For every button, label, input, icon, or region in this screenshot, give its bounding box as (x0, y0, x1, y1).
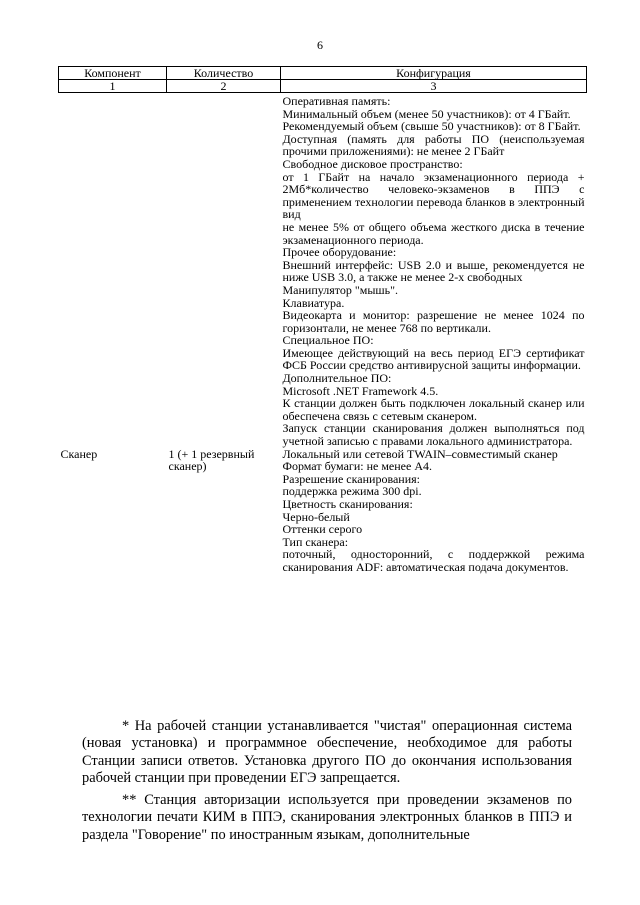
config-line: Внешний интерфейс: USB 2.0 и выше, рекомендуется не ниже USB 3.0, а также не менее 2-х свободных (282, 257, 585, 285)
config-line: Прочее оборудование: (282, 245, 397, 260)
config-line: Минимальный объем (менее 50 участников): от 4 ГБайт. (282, 106, 571, 121)
configuration-cell (281, 448, 587, 574)
config-line: Манипулятор "мышь". (282, 282, 398, 297)
config-line: поддержка режима 300 dpi. (282, 484, 422, 499)
requirements-table (58, 66, 587, 574)
component-cell (59, 93, 167, 448)
page-number: 6 (317, 38, 323, 52)
footnote-paragraph: * На рабочей станции устанавливается "чистая" операционная система (новая установка) и программное обеспечение, необходимое для работы Станции записи ответов. Установка другого ПО до окончания использования рабочей станции при проведении ЕГЭ запрещается. (82, 718, 572, 787)
table-row (59, 448, 587, 574)
config-line: Оттенки серого (282, 522, 363, 537)
config-line: не менее 5% от общего объема жесткого диска в течение экзаменационного периода. (282, 219, 585, 247)
config-line: Формат бумаги: не менее А4. (282, 459, 432, 474)
config-line: Имеющее действующий на весь период ЕГЭ сертификат ФСБ России средство антивирусной защиты информации. (282, 345, 585, 373)
config-line: Запуск станции сканирования должен выполняться под учетной записью с правами локального администратора. (282, 421, 585, 449)
config-line: Специальное ПО: (282, 333, 374, 348)
config-line: К станции должен быть подключен локальный сканер или обеспечена связь с сетевым сканером. (282, 396, 585, 423)
config-line: Доступная (память для работы ПО (неиспользуемая прочими приложениями): не менее 2 ГБайт (282, 131, 585, 159)
header-component: Компонент (59, 67, 167, 80)
column-number-1: 1 (59, 80, 167, 93)
config-line: Цветность сканирования: (282, 497, 413, 511)
config-line: Тип сканера: (282, 534, 349, 549)
quantity-cell (167, 93, 281, 448)
column-number-2: 2 (167, 80, 281, 93)
config-line: поточный, односторонний, с поддержкой режима сканирования ADF: автоматическая подача документов. (282, 547, 585, 574)
table-header-row (59, 67, 587, 80)
config-line: Локальный или сетевой TWAIN–совместимый сканер (282, 446, 558, 461)
config-line: Оперативная память: (282, 94, 391, 108)
config-line: Свободное дисковое пространство: (282, 156, 463, 171)
table-row (59, 93, 587, 448)
config-line: Клавиатура. (282, 295, 345, 310)
config-line: Видеокарта и монитор: разрешение не менее 1024 по горизонтали, не менее 768 по вертикали. (282, 308, 585, 335)
header-quantity: Количество (167, 67, 281, 80)
footnote-paragraph: ** Станция авторизации используется при проведении экзаменов по технологии печати КИМ в ППЭ, сканирования электронных бланков в ППЭ и раздела "Говорение" по иностранным языкам, дополнительные (82, 792, 572, 843)
configuration-cell (281, 93, 587, 448)
quantity-cell: 1 (+ 1 резервный сканер) (168, 446, 255, 474)
config-line: от 1 ГБайт на начало экзаменационного периода + 2Мб*количество человеко-экзаменов в ППЭ с применением технологии перевода бланков в электронный вид (282, 169, 585, 222)
component-cell: Сканер (60, 446, 98, 461)
config-line: Черно-белый (282, 509, 350, 524)
config-line: Дополнительное ПО: (282, 371, 392, 386)
config-line: Рекомендуемый объем (свыше 50 участников): от 8 ГБайт. (282, 119, 581, 134)
config-line: Microsoft .NET Framework 4.5. (282, 383, 439, 398)
table-number-row (59, 80, 587, 93)
config-line: Разрешение сканирования: (282, 471, 420, 486)
column-number-3: 3 (281, 80, 587, 93)
header-configuration: Конфигурация (281, 67, 587, 80)
